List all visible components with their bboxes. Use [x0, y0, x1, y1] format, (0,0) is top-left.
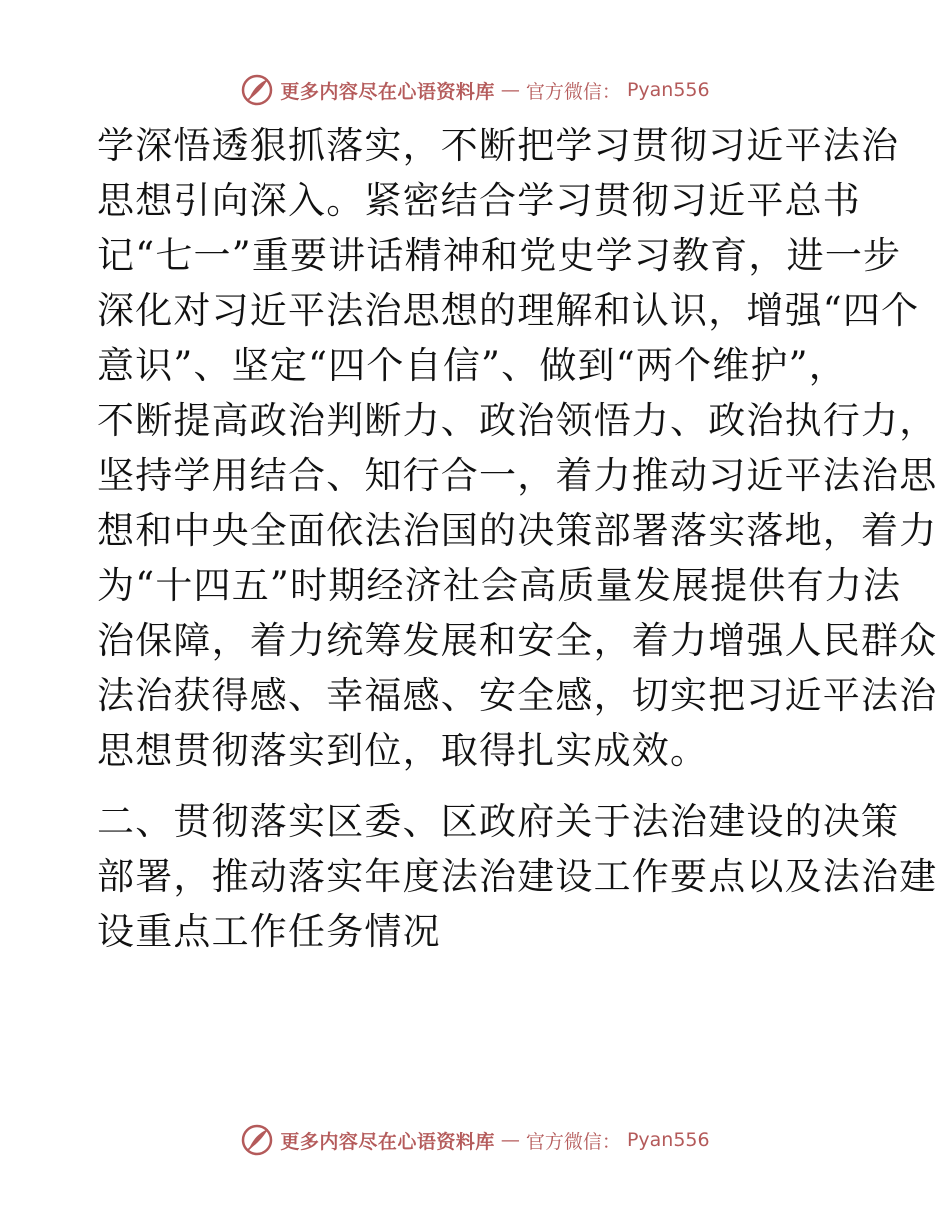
- paragraph-line: 不断提高政治判断力、政治领悟力、政治执行力，: [97, 399, 938, 442]
- paragraph-line: 思想引向深入。紧密结合学习贯彻习近平总书: [97, 179, 861, 222]
- watermark-main-text: 更多内容尽在心语资料库: [280, 1130, 495, 1153]
- document-body: [97, 118, 938, 959]
- feather-pen-logo-icon: [240, 73, 274, 107]
- paragraph-line: 学深悟透狠抓落实，不断把学习贯彻习近平法治: [97, 124, 900, 167]
- heading-line: 部署，推动落实年度法治建设工作要点以及法治建: [97, 855, 938, 898]
- watermark-separator: —: [500, 1129, 520, 1151]
- paragraph-line: 思想贯彻落实到位，取得扎实成效。: [97, 729, 709, 772]
- watermark-wechat-label: 官方微信：: [525, 80, 621, 103]
- paragraph-line: 深化对习近平法治思想的理解和认识，增强“四个: [97, 289, 920, 332]
- paragraph-line: 法治获得感、幸福感、安全感，切实把习近平法治: [97, 674, 938, 717]
- watermark-wechat-label: 官方微信：: [525, 1130, 621, 1153]
- body-paragraph: [97, 118, 938, 778]
- heading-line: 二、贯彻落实区委、区政府关于法治建设的决策: [97, 800, 900, 843]
- section-heading: [97, 794, 938, 959]
- watermark-wechat-id: Pyan556: [626, 1129, 710, 1151]
- paragraph-line: 意识”、坚定“四个自信”、做到“两个维护”，: [97, 344, 847, 387]
- footer-watermark: [0, 1120, 950, 1160]
- paragraph-line: 记“七一”重要讲话精神和党史学习教育，进一步: [97, 234, 902, 277]
- heading-line: 设重点工作任务情况: [97, 910, 441, 953]
- watermark-wechat-id: Pyan556: [626, 79, 710, 101]
- watermark-main-text: 更多内容尽在心语资料库: [280, 80, 495, 103]
- watermark-separator: —: [500, 79, 520, 101]
- paragraph-line: 想和中央全面依法治国的决策部署落实落地，着力: [97, 509, 938, 552]
- paragraph-line: 坚持学用结合、知行合一，着力推动习近平法治思: [97, 454, 938, 497]
- paragraph-line: 治保障，着力统筹发展和安全，着力增强人民群众: [97, 619, 938, 662]
- feather-pen-logo-icon: [240, 1123, 274, 1157]
- paragraph-line: 为“十四五”时期经济社会高质量发展提供有力法: [97, 564, 902, 607]
- header-watermark: [0, 70, 950, 110]
